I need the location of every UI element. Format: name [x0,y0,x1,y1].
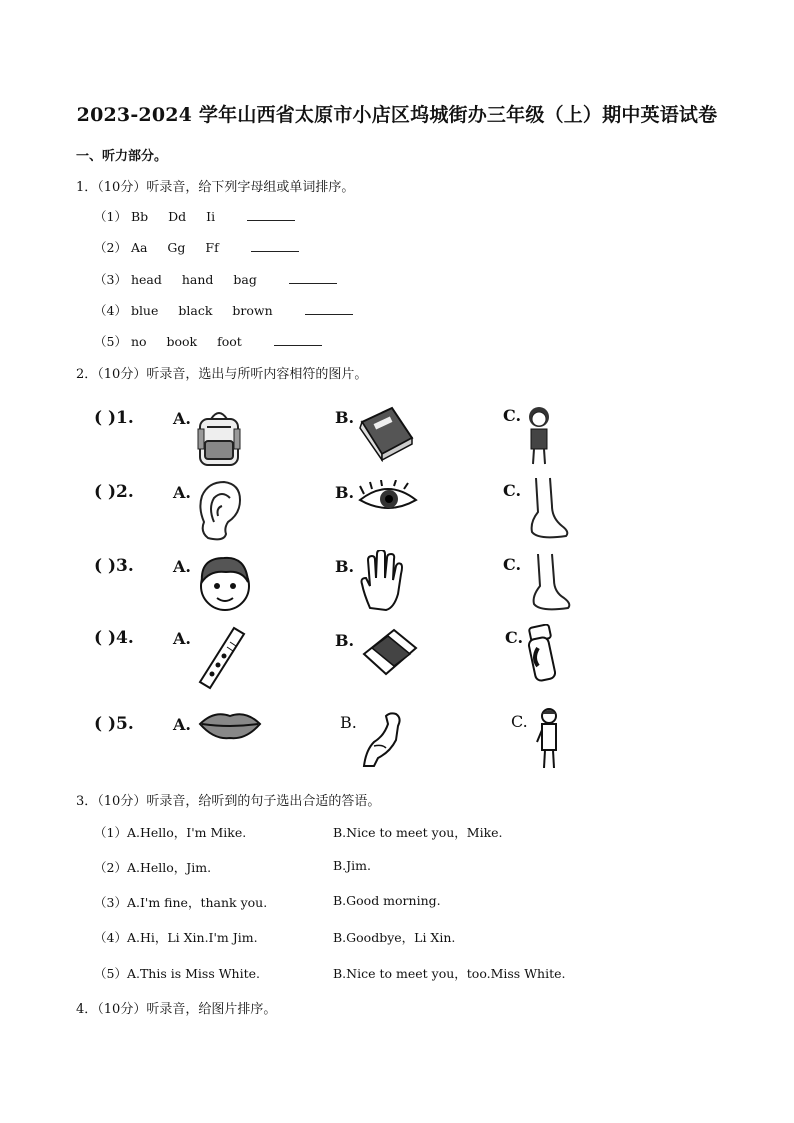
option-a-label: A. [173,557,191,576]
option-a-label: A. [173,715,191,734]
word: Aa [130,240,148,255]
option-c-label: C. [503,406,522,425]
question-1-stem: 1．（10分）听录音，给下列字母组或单词排序。 [76,180,355,195]
word: Dd [168,209,187,224]
option-b[interactable]: B.Good morning. [333,893,441,908]
ear-icon[interactable] [196,478,244,544]
option-c-label: C. [511,712,528,731]
eye-icon[interactable] [356,480,420,516]
answer-parenthesis[interactable]: ( )5. [94,714,134,734]
option-c-label: C. [505,628,524,647]
question-2-stem: 2．（10分）听录音，选出与所听内容相符的图片。 [76,367,368,382]
answer-blank[interactable] [251,241,299,252]
q3-item-5 [94,964,260,982]
item-number: （3） [94,272,127,287]
answer-parenthesis[interactable]: ( )3. [94,556,134,576]
section-heading: 一、听力部分。 [76,149,168,164]
option-b-label: B. [335,631,355,650]
book-icon[interactable] [356,404,416,462]
word: Gg [167,240,186,255]
option-a-label: A. [173,483,191,502]
item-number: （1） [94,825,127,840]
q1-item-4 [94,301,353,319]
q3-item-1 [94,823,246,841]
word: book [166,334,198,349]
q1-item-2 [94,238,299,256]
item-number: （5） [94,966,127,981]
item-number: （2） [94,240,127,255]
glue-icon[interactable] [526,624,556,684]
option-a[interactable]: A.Hi，Li Xin.I'm Jim. [126,930,258,945]
item-number: （1） [94,209,127,224]
answer-parenthesis[interactable]: ( )1. [94,408,134,428]
option-a-label: A. [173,409,191,428]
word: black [178,303,213,318]
option-b[interactable]: B.Goodbye，Li Xin. [333,930,456,945]
option-b-label: B. [340,713,357,732]
item-number: （3） [94,895,127,910]
option-c-label: C. [503,481,522,500]
word: bag [233,272,257,287]
q1-item-3 [94,270,337,288]
answer-blank[interactable] [247,210,295,221]
option-a-label: A. [173,629,191,648]
answer-blank[interactable] [289,273,337,284]
option-b[interactable]: B.Jim. [333,858,371,873]
option-b-label: B. [335,557,355,576]
q3-item-4 [94,928,258,946]
q1-item-5 [94,332,322,350]
word: foot [217,334,242,349]
eraser-icon[interactable] [358,626,420,678]
backpack-icon[interactable] [194,407,244,469]
word: Bb [130,209,149,224]
option-b[interactable]: B.Nice to meet you，Mike. [333,825,503,840]
answer-blank[interactable] [274,335,322,346]
q1-item-1 [94,207,295,225]
item-number: （4） [94,930,127,945]
question-3-stem: 3．（10分）听录音，给听到的句子选出合适的答语。 [76,794,381,809]
ruler-icon[interactable] [194,626,250,690]
item-number: （2） [94,860,127,875]
option-a[interactable]: A.Hello，Jim. [126,860,212,875]
word: Ii [206,209,216,224]
word: Ff [205,240,219,255]
option-a[interactable]: A.I'm fine，thank you. [126,895,268,910]
face-icon[interactable] [196,552,254,614]
answer-blank[interactable] [305,304,353,315]
item-number: （4） [94,303,127,318]
option-a[interactable]: A.This is Miss White. [126,966,261,981]
option-b-label: B. [335,408,355,427]
option-c-label: C. [503,555,522,574]
word: blue [130,303,159,318]
foot-icon[interactable] [522,476,572,542]
option-a[interactable]: A.Hello，I'm Mike. [126,825,247,840]
foot-icon[interactable] [524,552,574,614]
q3-item-2 [94,858,211,876]
answer-parenthesis[interactable]: ( )2. [94,482,134,502]
item-number: （5） [94,334,127,349]
word: head [130,272,162,287]
q3-item-3 [94,893,267,911]
mouth-icon[interactable] [198,708,262,742]
hand-icon[interactable] [358,550,404,612]
page-title: 2023-2024 学年山西省太原市小店区坞城街办三年级（上）期中英语试卷 [76,104,718,126]
word: no [130,334,147,349]
word: brown [232,303,273,318]
option-b[interactable]: B.Nice to meet you，too.Miss White. [333,966,566,981]
answer-parenthesis[interactable]: ( )4. [94,628,134,648]
woman-icon[interactable] [534,706,564,772]
girl-icon[interactable] [522,404,556,468]
arm-icon[interactable] [360,710,406,768]
option-b-label: B. [335,483,355,502]
question-4-stem: 4．（10分）听录音，给图片排序。 [76,1002,277,1017]
word: hand [181,272,214,287]
